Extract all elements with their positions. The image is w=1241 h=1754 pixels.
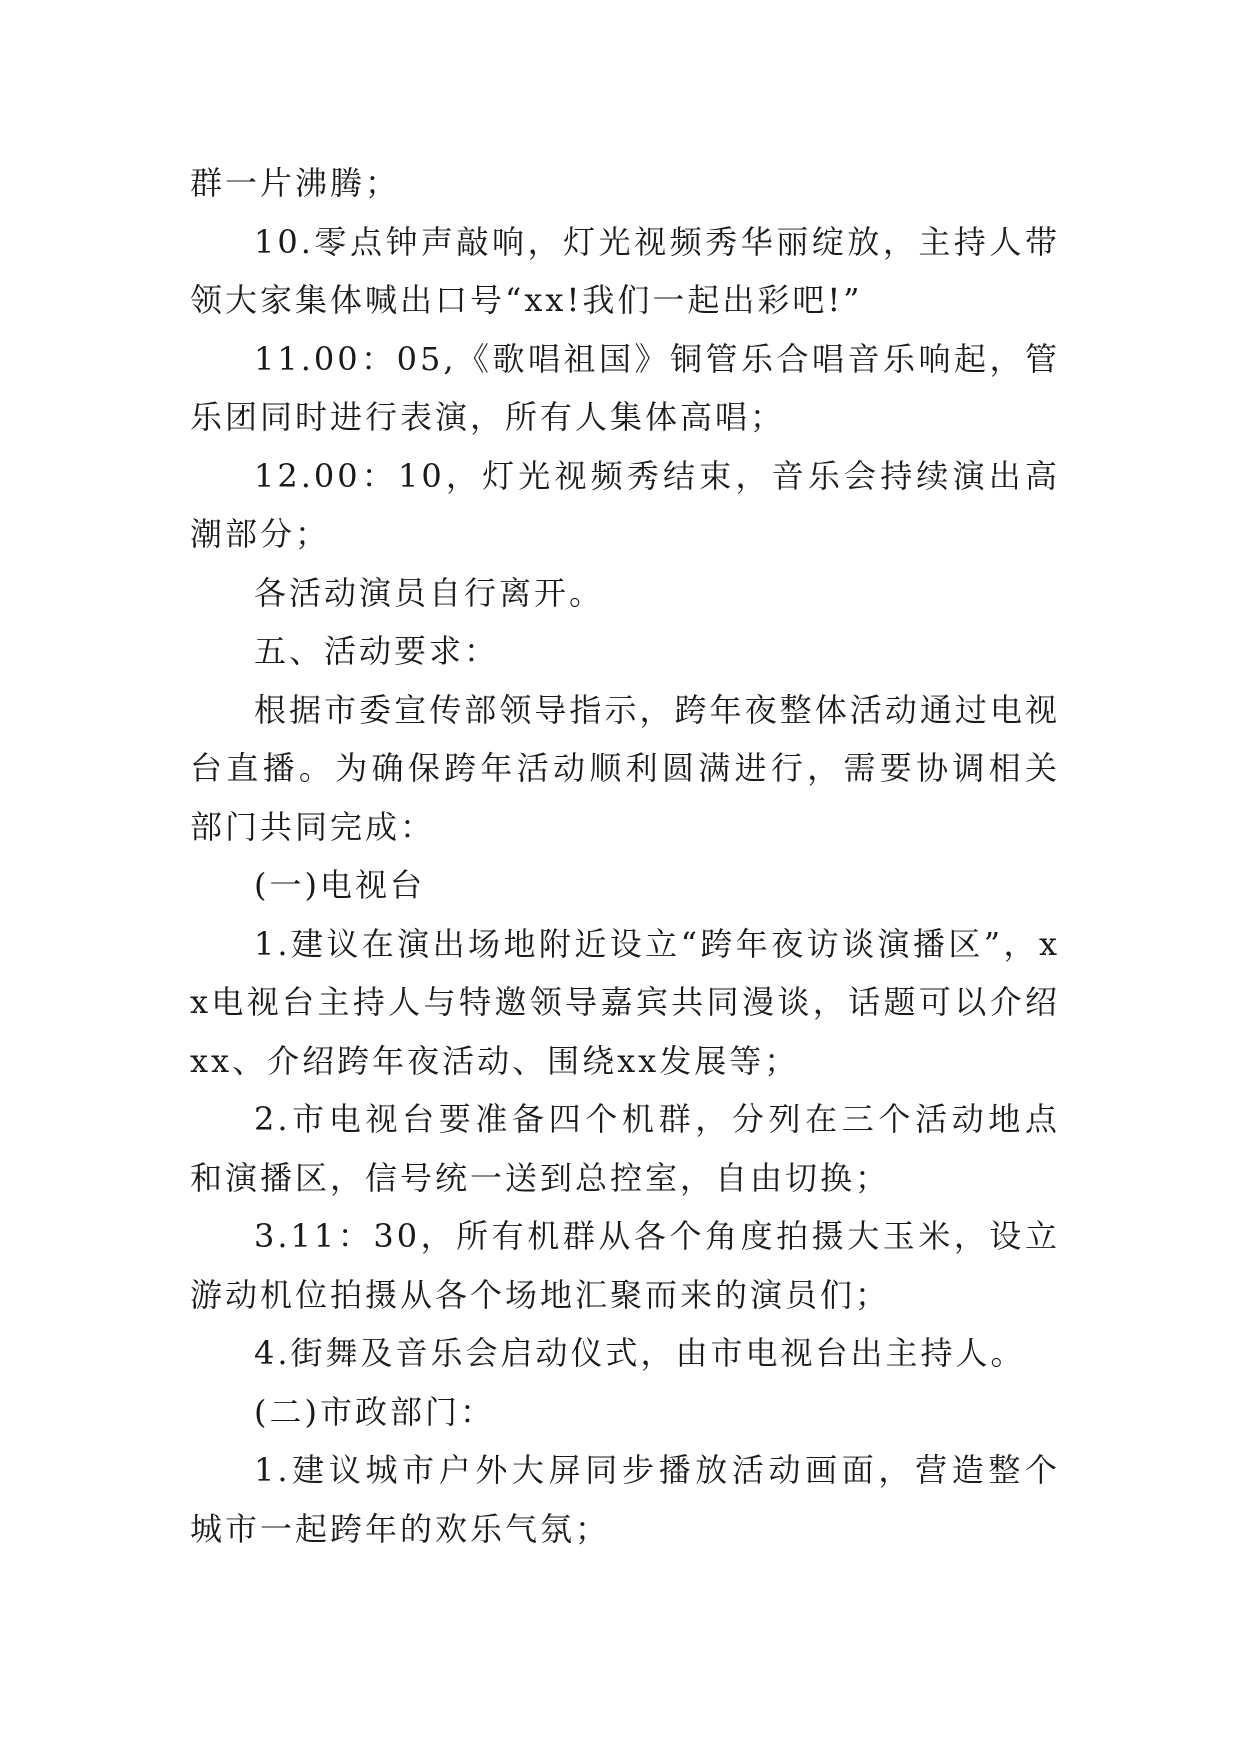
paragraph: 群一片沸腾； bbox=[190, 164, 401, 202]
paragraph: 各活动演员自行离开。 bbox=[254, 573, 605, 612]
paragraph: 五、活动要求： bbox=[254, 632, 500, 670]
paragraph: 2.市电视台要准备四个机群，分列在三个活动地点和演播区，信号统一送到总控室，自由切换； bbox=[190, 1100, 1060, 1197]
paragraph: (一)电视台 bbox=[254, 866, 425, 904]
paragraph: 12.00：10，灯光视频秀结束，音乐会持续演出高潮部分； bbox=[190, 456, 1060, 553]
paragraph: 4.街舞及音乐会启动仪式，由市电视台出主持人。 bbox=[254, 1334, 1026, 1372]
paragraph: 1.建议在演出场地附近设立“跨年夜访谈演播区”，xx电视台主持人与特邀领导嘉宾共同漫谈，话题可以介绍xx、介绍跨年夜活动、围绕xx发展等； bbox=[190, 924, 1060, 1080]
paragraph: 11.00：05,《歌唱祖国》铜管乐合唱音乐响起，管乐团同时进行表演，所有人集体高唱； bbox=[190, 339, 1060, 436]
paragraph: 3.11：30，所有机群从各个角度拍摄大玉米，设立游动机位拍摄从各个场地汇聚而来的演员们； bbox=[190, 1217, 1060, 1314]
document-body bbox=[190, 154, 1060, 1558]
paragraph: 10.零点钟声敲响，灯光视频秀华丽绽放，主持人带领大家集体喊出口号“xx!我们一起出彩吧!” bbox=[190, 222, 1060, 319]
paragraph: (二)市政部门： bbox=[254, 1392, 495, 1431]
paragraph: 根据市委宣传部领导指示，跨年夜整体活动通过电视台直播。为确保跨年活动顺利圆满进行，需要协调相关部门共同完成： bbox=[190, 690, 1060, 846]
paragraph: 1.建议城市户外大屏同步播放活动画面，营造整个城市一起跨年的欢乐气氛； bbox=[190, 1451, 1060, 1548]
